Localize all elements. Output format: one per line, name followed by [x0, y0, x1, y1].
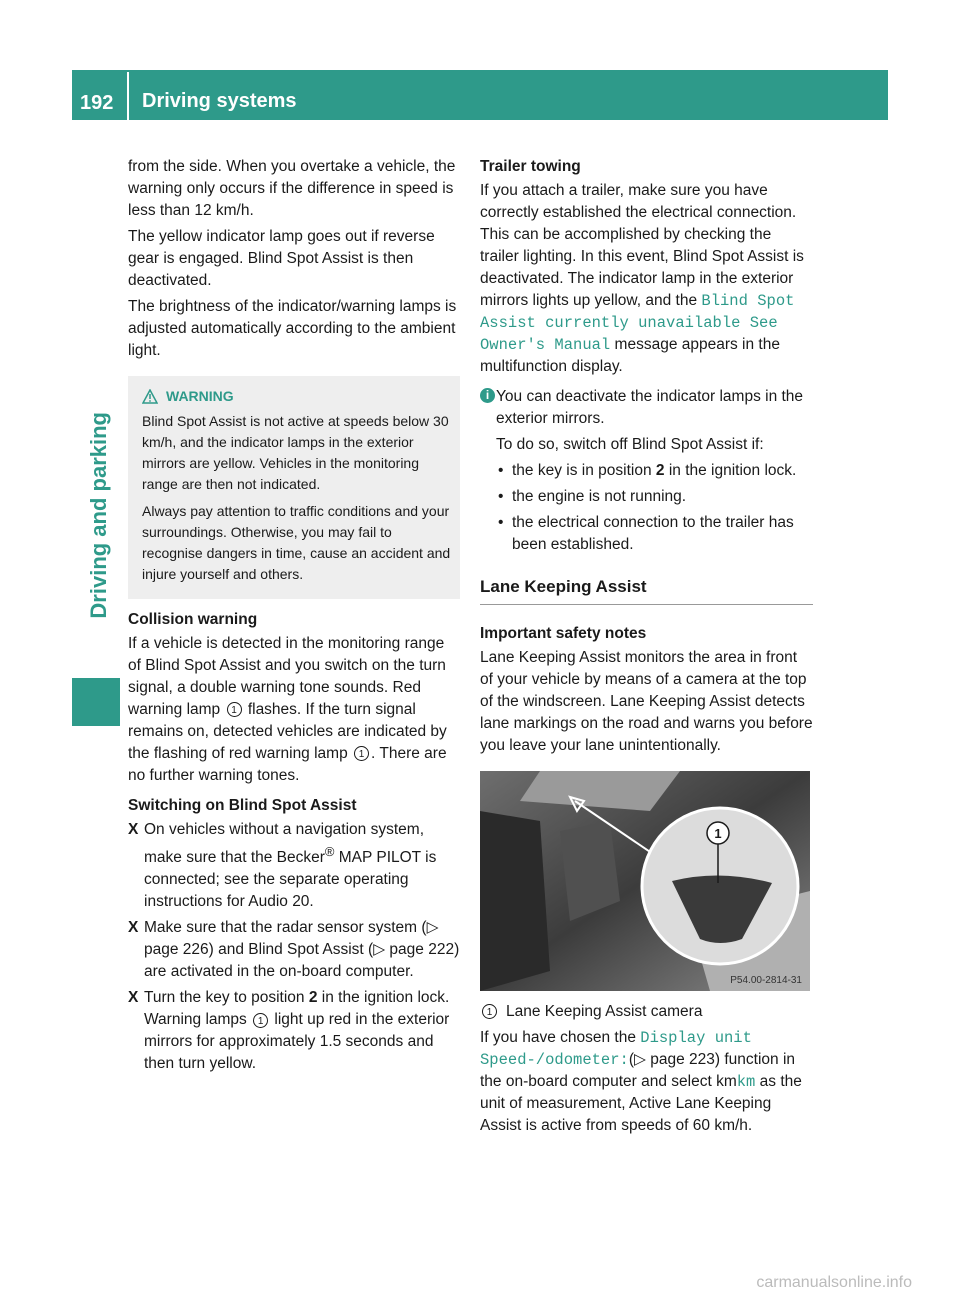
section-title: Lane Keeping Assist — [480, 576, 813, 605]
car-interior-image — [480, 771, 810, 991]
paragraph: The brightness of the indicator/warning lamps is adjusted automatically according to the ambient light. — [128, 298, 457, 359]
info-icon: i — [480, 388, 495, 403]
menu-reference: Display unit Speed-/odometer: — [480, 1029, 752, 1069]
arrow-icon: ▷ — [373, 941, 386, 959]
side-tab — [86, 412, 116, 682]
left-column — [128, 156, 460, 1079]
right-column — [480, 156, 813, 1141]
page-number: 192 — [80, 92, 114, 114]
warning-text: Always pay attention to traffic conditions and your surroundings. Otherwise, you may fail to recognise dangers in time, cause an accident and injure yourself and others. — [142, 503, 451, 582]
section-heading: Trailer towing — [480, 158, 581, 175]
paragraph: Lane Keeping Assist monitors the area in front of your vehicle by means of a camera at the top of the windscreen. Lane Keeping Assist detects lane markings on the road and warns you before you leave your lane unintentionally. — [480, 649, 813, 754]
warning-triangle-icon — [142, 389, 158, 404]
paragraph: If you attach a trailer, make sure you have correctly established the electrical connection. This can be accomplished by checking the trailer lighting. In this event, Blind Spot Assist is deactivated. The indicator lamp in the exterior mirrors lights up yellow, and the Blind Spot Assist currently unavailable See Owner's Manual message appears in the multifunction display. — [480, 182, 804, 375]
header-divider — [127, 72, 129, 120]
unit-reference: km — [736, 1073, 756, 1091]
camera-figure — [480, 771, 810, 991]
info-note: i You can deactivate the indicator lamps in the exterior mirrors. To do so, switch off Blind Spot Assist if: • the key is in position 2 in the ignition lock. • the engine is not running. • the electrical connection to the trailer has been established. — [480, 386, 813, 556]
list-item: • the electrical connection to the trailer has been established. — [498, 514, 794, 553]
side-tab-label: Driving and parking — [86, 412, 111, 619]
arrow-icon: ▷ — [426, 919, 439, 937]
arrow-icon: ▷ — [634, 1051, 646, 1068]
figure-code: P54.00-2814-31 — [730, 975, 802, 986]
marker-1-icon: 1 — [482, 1004, 497, 1019]
page-title: Driving systems — [142, 90, 297, 112]
figure-marker: 1 — [714, 826, 722, 841]
step-item: X Turn the key to position 2 in the ignition lock. Warning lamps 1 light up red in the exterior mirrors for approximately 1.5 seconds and then turn yellow. — [128, 989, 450, 1073]
step-item: X On vehicles without a navigation system, make sure that the Becker® MAP PILOT is connected; see the separate operating instructions for Audio 20. — [128, 821, 437, 911]
section-heading: Important safety notes — [480, 625, 647, 642]
section-heading: Collision warning — [128, 611, 258, 628]
list-item: • the engine is not running. — [498, 488, 687, 505]
list-item: • the key is in position 2 in the ignition lock. — [498, 462, 797, 479]
paragraph: The yellow indicator lamp goes out if reverse gear is engaged. Blind Spot Assist is then deactivated. — [128, 228, 435, 289]
step-marker-icon: X — [128, 989, 139, 1007]
figure-caption: 1 Lane Keeping Assist camera — [480, 1001, 813, 1023]
paragraph: from the side. When you overtake a vehicle, the warning only occurs if the difference in speed is less than 12 km/h. — [128, 158, 456, 219]
warning-text: Blind Spot Assist is not active at speeds below 30 km/h, and the indicator lamps in the exterior mirrors are yellow. Vehicles in the monitoring range are then not indicated. — [142, 413, 449, 492]
warning-title: WARNING — [166, 388, 234, 404]
side-tab-marker — [72, 678, 120, 726]
paragraph: If you have chosen the Display unit Speed-/odometer:(▷ page 223) function in the on-board computer and select kmkm as the unit of measurement, Active Lane Keeping Assist is active from speeds of 60 km/h. — [480, 1029, 802, 1134]
warning-box — [128, 376, 460, 599]
display-message: Blind Spot Assist currently unavailable See Owner's Manual — [480, 292, 795, 354]
marker-1-icon: 1 — [253, 1013, 268, 1028]
warning-heading — [142, 386, 452, 407]
section-heading: Switching on Blind Spot Assist — [128, 797, 357, 814]
step-item: X Make sure that the radar sensor system (▷ page 226) and Blind Spot Assist (▷ page 222) are activated in the on-board computer. — [128, 919, 460, 981]
marker-1-icon: 1 — [227, 702, 242, 717]
paragraph: If a vehicle is detected in the monitoring range of Blind Spot Assist and you switch on the turn signal, a double warning tone sounds. Red warning lamp 1 flashes. If the turn signal remains on, detected vehicles are indicated by the flashing of red warning lamp 1 . There are no further warning tones. — [128, 635, 447, 784]
watermark: carmanualsonline.info — [756, 1274, 912, 1291]
step-marker-icon: X — [128, 821, 139, 838]
step-marker-icon: X — [128, 919, 139, 937]
marker-1-icon: 1 — [354, 746, 369, 761]
